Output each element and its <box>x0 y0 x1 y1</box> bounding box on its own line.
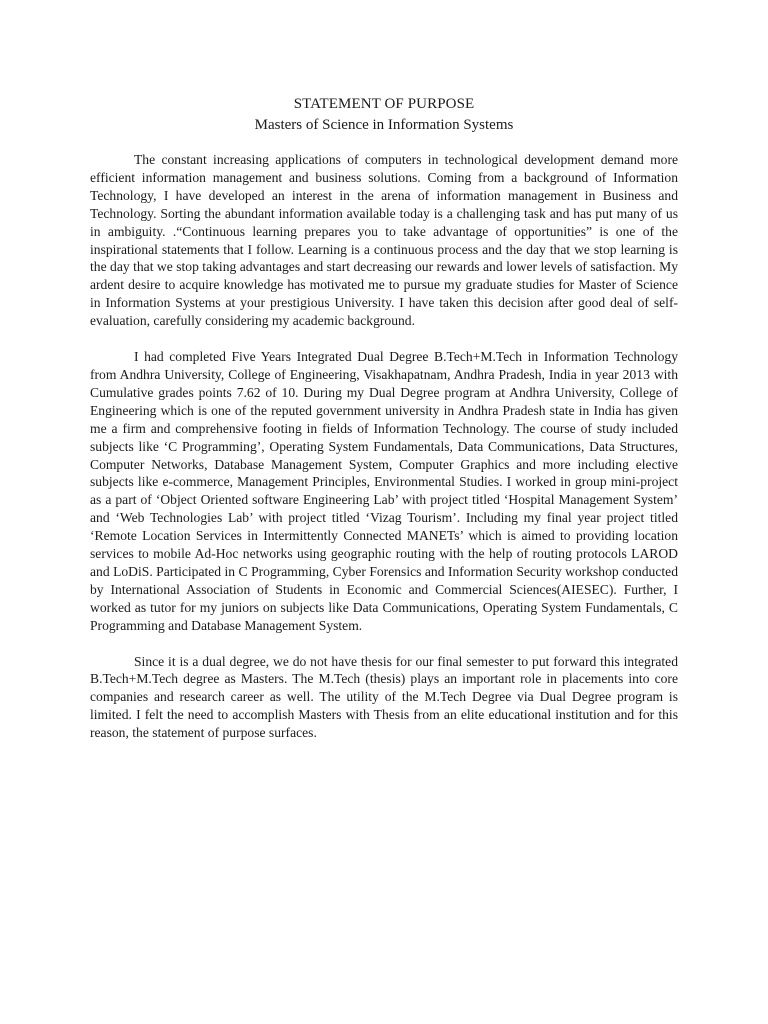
title-block <box>90 94 678 136</box>
document-body <box>90 151 678 760</box>
paragraph-motivation: Since it is a dual degree, we do not have thesis for our final semester to put forward this integrated B.Tech+M.Tech degree as Masters. The M.Tech (thesis) plays an important role in placements into core companies and research career as well. The utility of the M.Tech Degree via Dual Degree program is limited. I felt the need to accomplish Masters with Thesis from an elite educational institution and for this reason, the statement of purpose surfaces. <box>90 653 678 741</box>
document-title: STATEMENT OF PURPOSE <box>293 96 475 112</box>
paragraph-academic-background: I had completed Five Years Integrated Dual Degree B.Tech+M.Tech in Information Technology from Andhra University, College of Engineering, Visakhapatnam, Andhra Pradesh, India in year 2013 with Cumulative grades points 7.62 of 10. During my Dual Degree program at Andhra University, College of Engineering which is one of the reputed government university in Andhra Pradesh state in India has given me a firm and comprehensive footing in fields of Information Technology. The course of study included subjects like ‘C Programming’, Operating System Fundamentals, Data Communications, Data Structures, Computer Networks, Database Management System, Computer Graphics and more including elective subjects like e-commerce, Management Principles, Environmental Studies. I worked in group mini-project as a part of ‘Object Oriented software Engineering Lab’ with project titled ‘Hospital Management System’ and ‘Web Technologies Lab’ with project titled ‘Vizag Tourism’. Including my final year project titled ‘Remote Location Services in Intermittently Connected MANETs’ which is aimed to providing location services to mobile Ad-Hoc networks using geographic routing with the help of routing protocols LAROD and LoDiS. Participated in C Programming, Cyber Forensics and Information Security workshop conducted by International Association of Students in Economic and Commercial Sciences(AIESEC). Further, I worked as tutor for my juniors on subjects like Data Communications, Operating System Fundamentals, C Programming and Database Management System. <box>90 349 678 633</box>
document-subtitle: Masters of Science in Information Systems <box>254 117 514 133</box>
paragraph-introduction: The constant increasing applications of computers in technological development demand more efficient information management and business solutions. Coming from a background of Information Technology, I have developed an interest in the arena of information management in Business and Technology. Sorting the abundant information available today is a challenging task and has put many of us in ambiguity. .“Continuous learning prepares you to take advantage of opportunities” is one of the inspirational statements that I follow. Learning is a continuous process and the day that we stop learning is the day that we stop taking advantages and start decreasing our rewards and lower levels of satisfaction. My ardent desire to acquire knowledge has motivated me to pursue my graduate studies for Master of Science in Information Systems at your prestigious University. I have taken this decision after good deal of self-evaluation, carefully considering my academic background. <box>90 152 678 329</box>
